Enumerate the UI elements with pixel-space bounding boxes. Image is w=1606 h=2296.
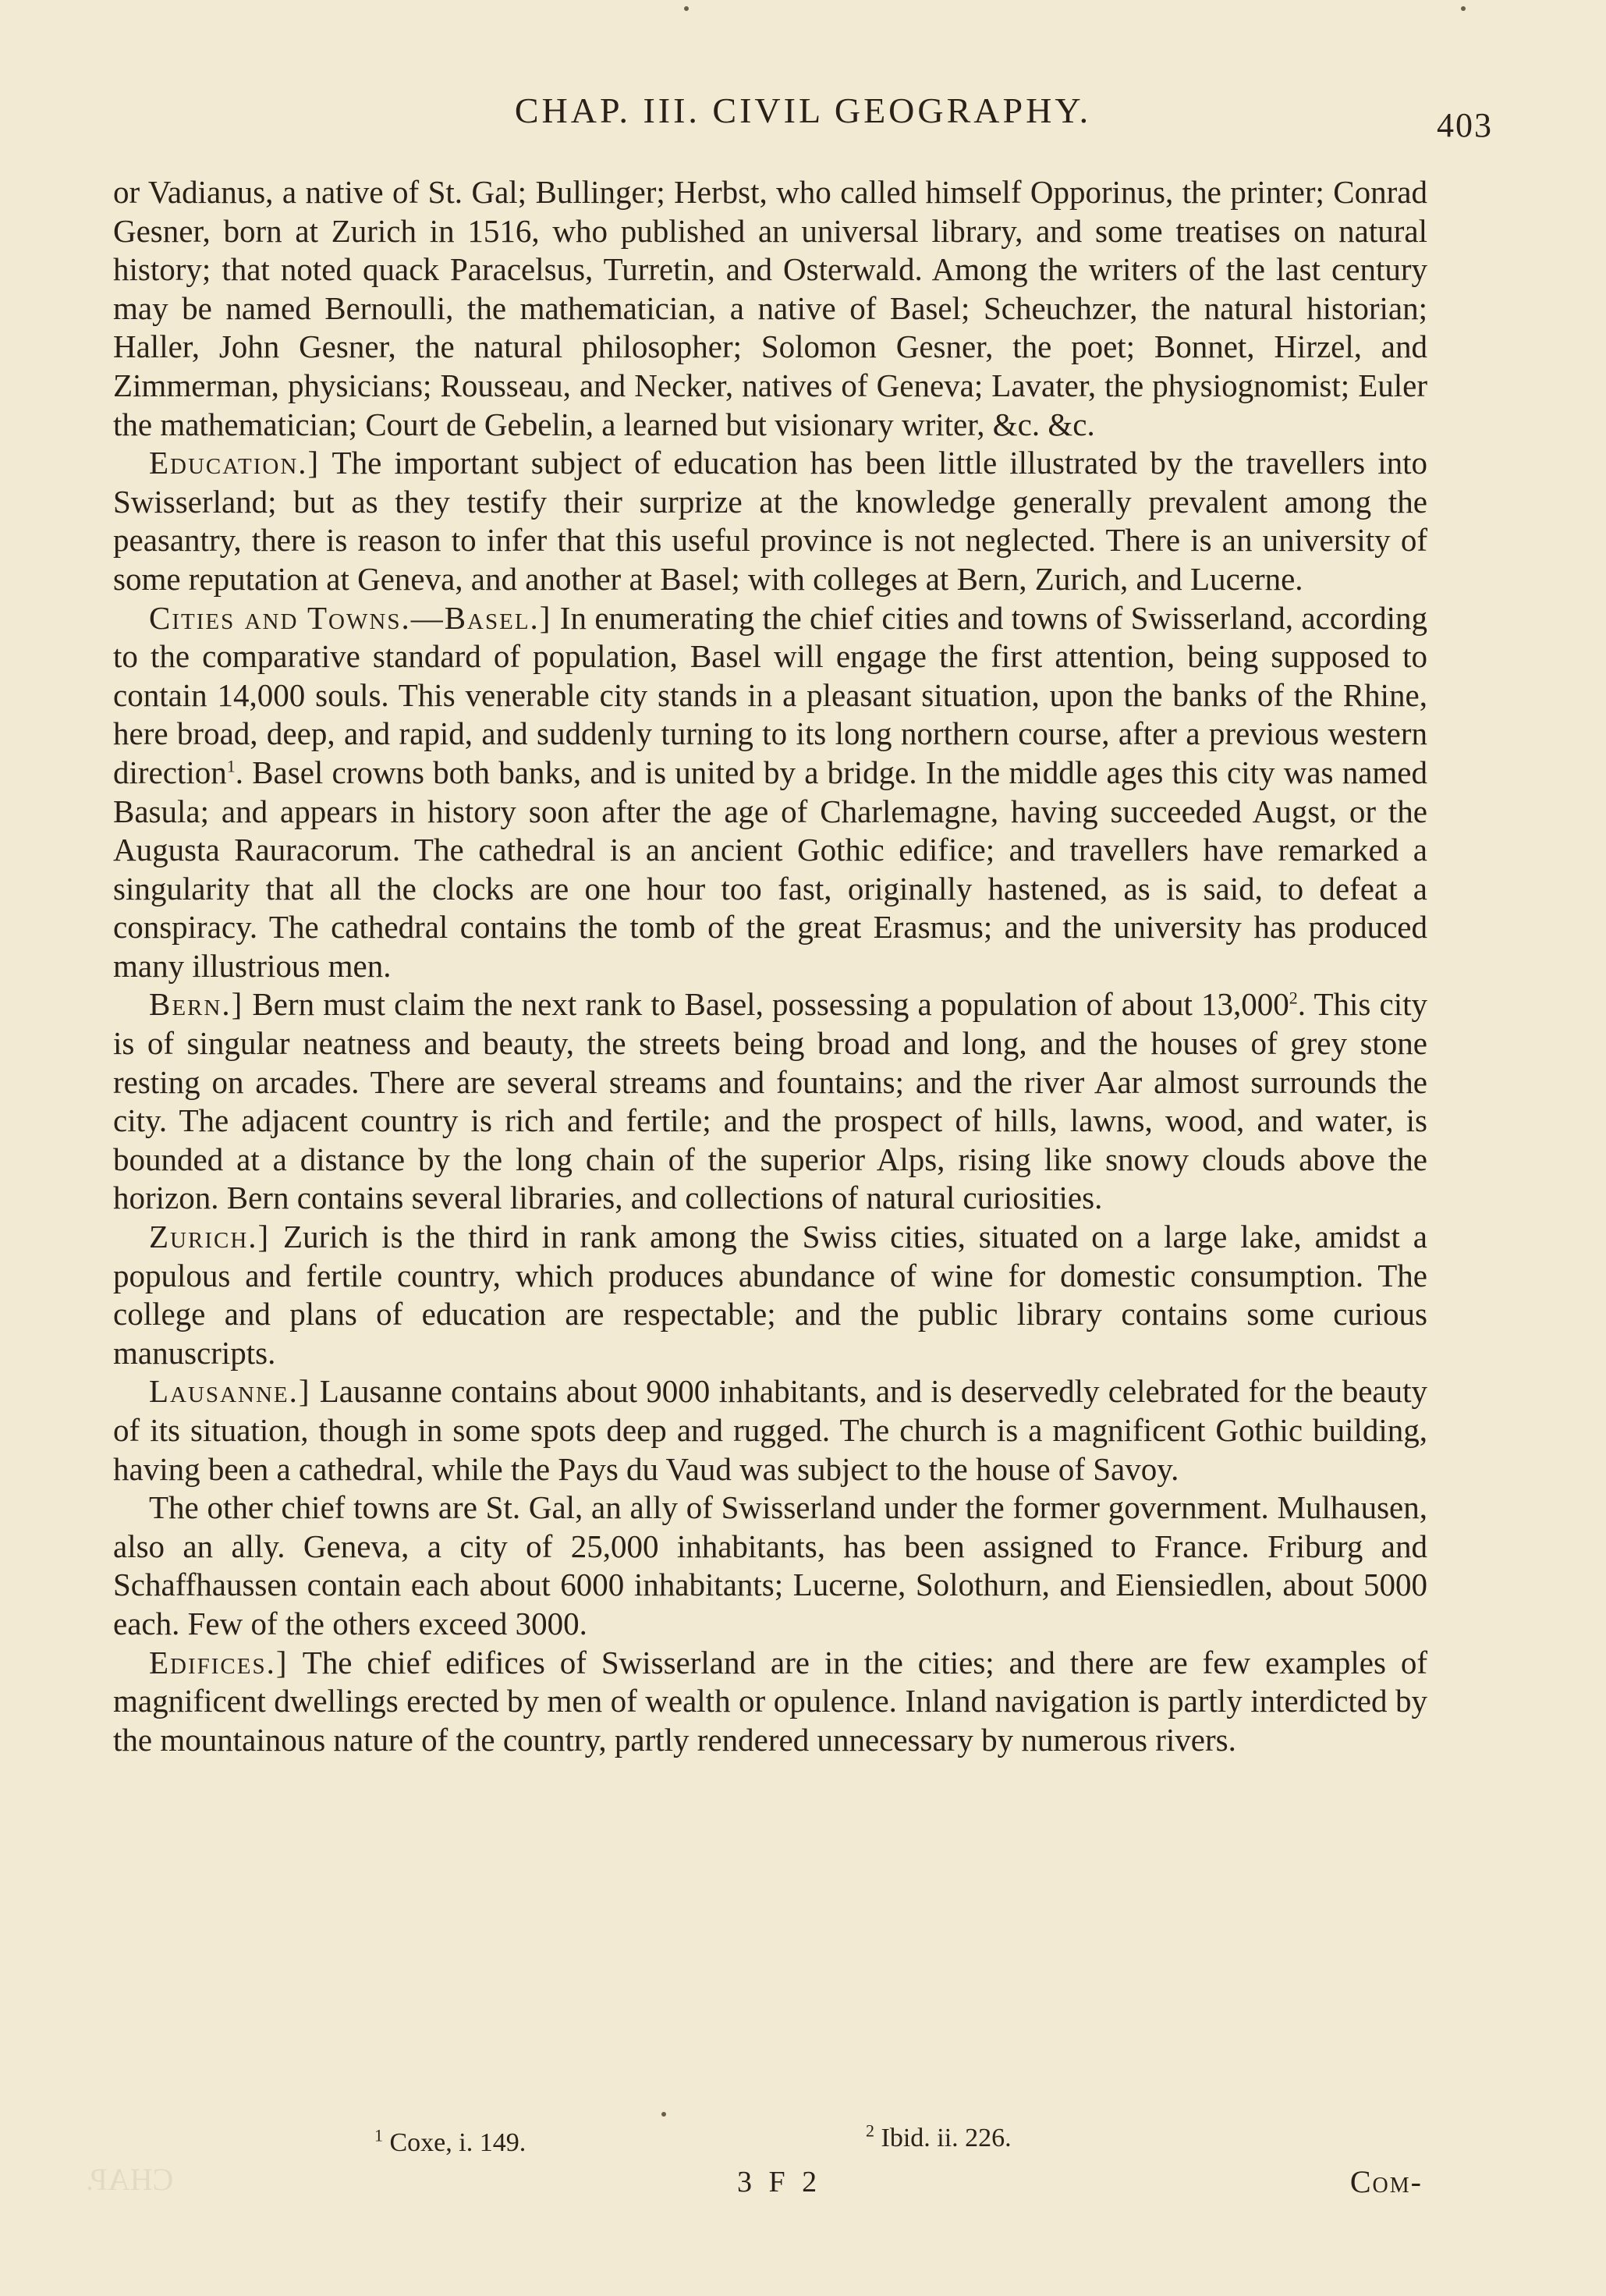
section-heading-edifices: Edifices.]: [149, 1644, 289, 1680]
show-through-text: CHAP.: [86, 2162, 174, 2197]
paragraph-text: Lausanne contains about 9000 inhabitants, and is deservedly celebrated for the beauty of its situation, though in some spots deep and rugged. The church is a magnificent Gothic building, having been a cathedral, while the Pays du Vaud was subject to the house of Savoy.: [113, 1373, 1427, 1487]
paragraph-text-continued: . Basel crowns both banks, and is united by a bridge. In the middle ages this city was named Basula; and appears in history soon after the age of Charlemagne, having succeeded Augst, or the Augusta Rauracorum. The cathedral is an ancient Gothic edifice; and travellers have remarked a singularity that all the clocks are one hour too fast, originally hastened, as is said, to defeat a conspiracy. The cathedral contains the tomb of the great Erasmus; and the university has produced many illustrious men.: [113, 754, 1427, 984]
section-heading-lausanne: Lausanne.]: [149, 1373, 311, 1410]
paragraph-text: Zurich is the third in rank among the Swiss cities, situated on a large lake, amidst a populous and fertile country, which produces abundance of wine for domestic consumption. The college and plans of education are respectable; and the public library contains some curious manuscripts.: [113, 1219, 1427, 1371]
paper-speck: [684, 6, 689, 11]
paragraph-bern: [113, 985, 1427, 1218]
body-text: [113, 173, 1427, 1759]
page-header: [113, 90, 1493, 152]
paragraph-other-towns: [113, 1489, 1427, 1643]
footnote-text: Ibid. ii. 226.: [881, 2124, 1012, 2152]
section-heading-zurich: Zurich.]: [149, 1219, 271, 1255]
paragraph-lausanne: [113, 1372, 1427, 1489]
paragraph-text: The other chief towns are St. Gal, an ally of Swisserland under the former government. Mulhausen, also an ally. Geneva, a city of 25,000 inhabitants, has been assigned to France. Friburg and Schaffhaussen contain each about 6000 inhabitants; Lucerne, Solothurn, and Eiensiedlen, about 5000 each. Few of the others exceed 3000.: [113, 1489, 1427, 1641]
paper-speck: [1461, 6, 1466, 11]
section-heading-bern: Bern.]: [149, 986, 244, 1023]
paragraph-text: Bern must claim the next rank to Basel, possessing a population of about 13,000: [243, 986, 1289, 1023]
footnotes: [113, 2120, 1427, 2167]
footnote: [374, 2125, 526, 2158]
footnote-reference: 1: [226, 756, 236, 776]
footnote: [866, 2120, 1012, 2153]
paragraph-text: The chief edifices of Swisserland are in the cities; and there are few examples of magnificent dwellings erected by men of wealth or opulence. Inland navigation is partly interdicted by the mountainous nature of the country, partly rendered unnecessary by numerous rivers.: [113, 1644, 1427, 1758]
running-head: CHAP. III. CIVIL GEOGRAPHY.: [514, 90, 1092, 130]
paragraph-zurich: [113, 1218, 1427, 1372]
paragraph-writers: [113, 173, 1427, 444]
section-heading-education: Education.]: [149, 445, 321, 481]
paragraph-basel: [113, 599, 1427, 986]
page-number: 403: [1437, 106, 1493, 144]
catchword: Com-: [1349, 2164, 1423, 2199]
paragraph-text: In enumerating the chief cities and towns of Swisserland, according to the comparative standard of population, Basel will engage the first attention, being supposed to contain 14,000 souls. This venerable city stands in a pleasant situation, upon the banks of the Rhine, here broad, deep, and rapid, and suddenly turning to its long northern course, after a previous western direction: [113, 599, 1427, 790]
footnote-mark: 2: [866, 2120, 874, 2141]
signature-mark: 3 F 2: [737, 2166, 822, 2198]
paragraph-text: or Vadianus, a native of St. Gal; Bullinger; Herbst, who called himself Opporinus, the printer; Conrad Gesner, born at Zurich in 1516, who published an universal library, and some treatises on natural history; that noted quack Paracelsus, Turretin, and Osterwald. Among the writers of the last century may be named Bernoulli, the mathematician, a native of Basel; Scheuchzer, the natural historian; Haller, John Gesner, the natural philosopher; Solomon Gesner, the poet; Bonnet, Hirzel, and Zimmerman, physicians; Rousseau, and Necker, natives of Geneva; Lavater, the physiognomist; Euler the mathematician; Court de Gebelin, a learned but visionary writer, &c. &c.: [113, 174, 1427, 442]
section-heading-cities: Cities and Towns.—Basel.]: [149, 599, 552, 636]
paragraph-education: [113, 444, 1427, 598]
paragraph-text-continued: . This city is of singular neatness and beauty, the streets being broad and long, and the houses of grey stone resting on arcades. There are several streams and fountains; and the river Aar almost surrounds the city. The adjacent country is rich and fertile; and the prospect of hills, lawns, wood, and water, is bounded at a distance by the long chain of the superior Alps, rising like snowy clouds above the horizon. Bern contains several libraries, and collections of natural curiosities.: [113, 986, 1427, 1216]
footnote-text: Coxe, i. 149.: [389, 2128, 526, 2157]
paragraph-text: The important subject of education has been little illustrated by the travellers into Swisserland; but as they testify their surprize at the knowledge generally prevalent among the peasantry, there is reason to infer that this useful province is not neglected. There is an university of some reputation at Geneva, and another at Basel; with colleges at Bern, Zurich, and Lucerne.: [113, 445, 1427, 597]
paragraph-edifices: [113, 1644, 1427, 1760]
paper-speck: [661, 2112, 666, 2117]
footnote-reference: 2: [1289, 988, 1298, 1008]
footnote-mark: 1: [374, 2125, 383, 2145]
